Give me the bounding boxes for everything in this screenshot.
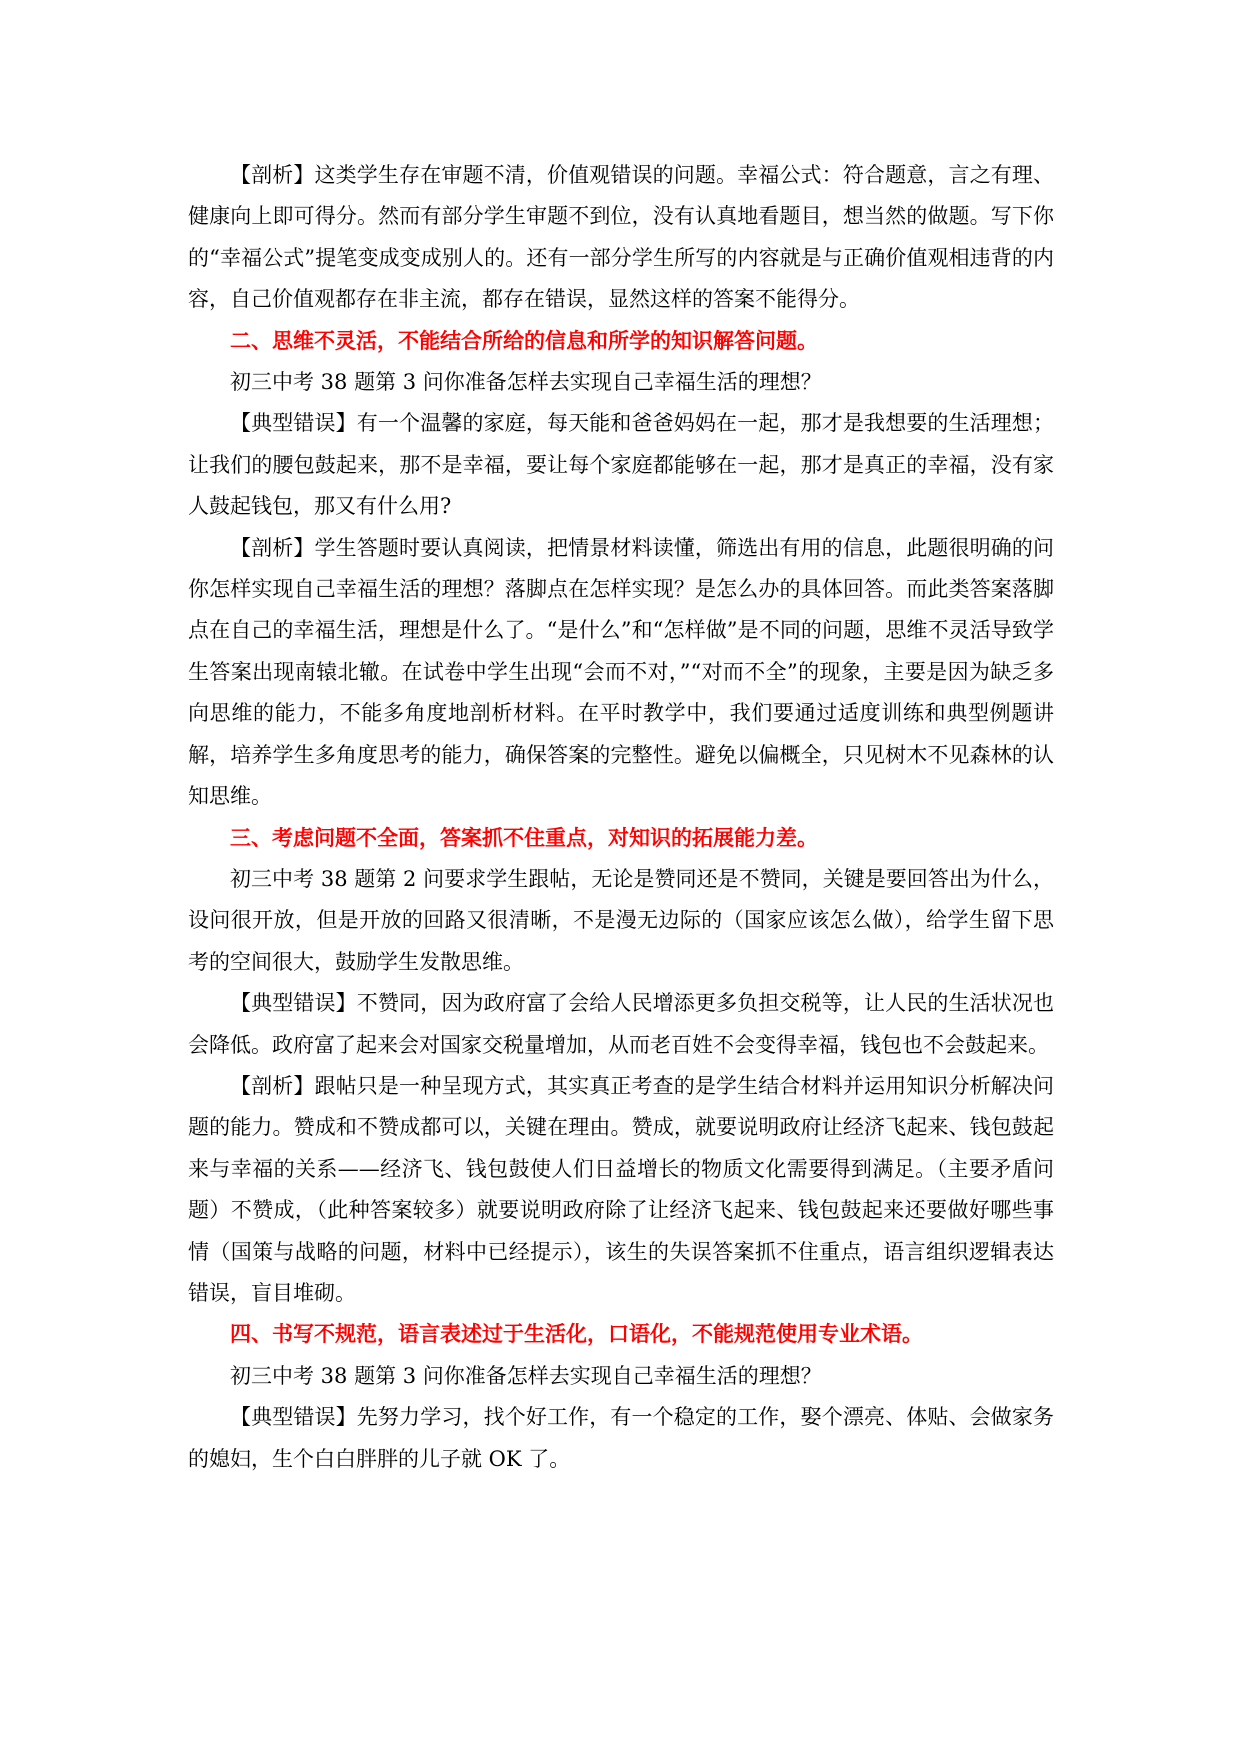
- paragraph-text: 初三中考 38 题第 3 问你准备怎样去实现自己幸福生活的理想？: [230, 370, 822, 395]
- typical-error-tag: 【典型错误】: [230, 991, 357, 1016]
- heading-text: 二、思维不灵活，不能结合所给的信息和所学的知识解答问题。: [230, 328, 818, 353]
- paragraph-typical-error-2: [188, 983, 1054, 1066]
- paragraph-analysis-1: [188, 155, 1054, 321]
- paragraph-text: 初三中考 38 题第 3 问你准备怎样去实现自己幸福生活的理想？: [230, 1363, 822, 1388]
- typical-error-tag: 【典型错误】: [230, 411, 357, 436]
- paragraph-question-1: [188, 362, 1054, 403]
- paragraph-typical-error-1: [188, 403, 1054, 527]
- paragraph-text: 跟帖只是一种呈现方式，其实真正考查的是学生结合材料并运用知识分析解决问题的能力。赞成和不赞成都可以，关键在理由。赞成，就要说明政府让经济飞起来、钱包鼓起来与幸福的关系——经济飞、钱包鼓使人们日益增长的物质文化需要得到满足。（主要矛盾问题）不赞成，（此种答案较多）就要说明政府除了让经济飞起来、钱包鼓起来还要做好哪些事情（国策与战略的问题，材料中已经提示），该生的失误答案抓不住重点，语言组织逻辑表达错误，盲目堆砌。: [188, 1073, 1055, 1305]
- paragraph-text: 学生答题时要认真阅读，把情景材料读懂，筛选出有用的信息，此题很明确的问你怎样实现自己幸福生活的理想？落脚点在怎样实现？是怎么办的具体回答。而此类答案落脚点在自己的幸福生活，理想是什么了。“是什么”和“怎样做”是不同的问题，思维不灵活导致学生答案出现南辕北辙。在试卷中学生出现“会而不对，”“对而不全”的现象，主要是因为缺乏多向思维的能力，不能多角度地剖析材料。在平时教学中，我们要通过适度训练和典型例题讲解，培养学生多角度思考的能力，确保答案的完整性。避免以偏概全，只见树木不见森林的认知思维。: [188, 535, 1055, 809]
- document-body: [188, 155, 1054, 1480]
- heading-text: 三、考虑问题不全面，答案抓不住重点，对知识的拓展能力差。: [230, 825, 818, 850]
- paragraph-text: 初三中考 38 题第 2 问要求学生跟帖，无论是赞同还是不赞同，关键是要回答出为什么，设问很开放，但是开放的回路又很清晰，不是漫无边际的（国家应该怎么做），给学生留下思考的空间很大，鼓励学生发散思维。: [188, 866, 1054, 974]
- paragraph-analysis-2: [188, 528, 1054, 818]
- section-heading-4: [188, 1314, 1054, 1355]
- paragraph-analysis-3: [188, 1066, 1054, 1314]
- paragraph-text: 不赞同，因为政府富了会给人民增添更多负担交税等，让人民的生活状况也会降低。政府富了起来会对国家交税量增加，从而老百姓不会变得幸福，钱包也不会鼓起来。: [188, 991, 1055, 1057]
- heading-text: 四、书写不规范，语言表述过于生活化，口语化，不能规范使用专业术语。: [230, 1322, 923, 1347]
- paragraph-typical-error-3: [188, 1397, 1054, 1480]
- section-heading-3: [188, 818, 1054, 859]
- analysis-tag: 【剖析】: [230, 163, 315, 187]
- typical-error-tag: 【典型错误】: [230, 1405, 357, 1430]
- paragraph-question-3: [188, 1356, 1054, 1397]
- paragraph-text: 先努力学习，找个好工作，有一个稳定的工作，娶个漂亮、体贴、会做家务的媳妇，生个白白胖胖的儿子就 OK 了。: [188, 1405, 1055, 1471]
- section-heading-2: [188, 321, 1054, 362]
- paragraph-question-2: [188, 859, 1054, 983]
- paragraph-text: 这类学生存在审题不清，价值观错误的问题。幸福公式：符合题意，言之有理、健康向上即可得分。然而有部分学生审题不到位，没有认真地看题目，想当然的做题。写下你的“幸福公式”提笔变成变成别人的。还有一部分学生所写的内容就是与正确价值观相违背的内容，自己价值观都存在非主流，都存在错误，显然这样的答案不能得分。: [188, 163, 1055, 312]
- analysis-tag: 【剖析】: [230, 535, 315, 560]
- paragraph-text: 有一个温馨的家庭，每天能和爸爸妈妈在一起，那才是我想要的生活理想；让我们的腰包鼓起来，那不是幸福，要让每个家庭都能够在一起，那才是真正的幸福，没有家人鼓起钱包，那又有什么用?: [188, 411, 1055, 519]
- analysis-tag: 【剖析】: [230, 1073, 315, 1098]
